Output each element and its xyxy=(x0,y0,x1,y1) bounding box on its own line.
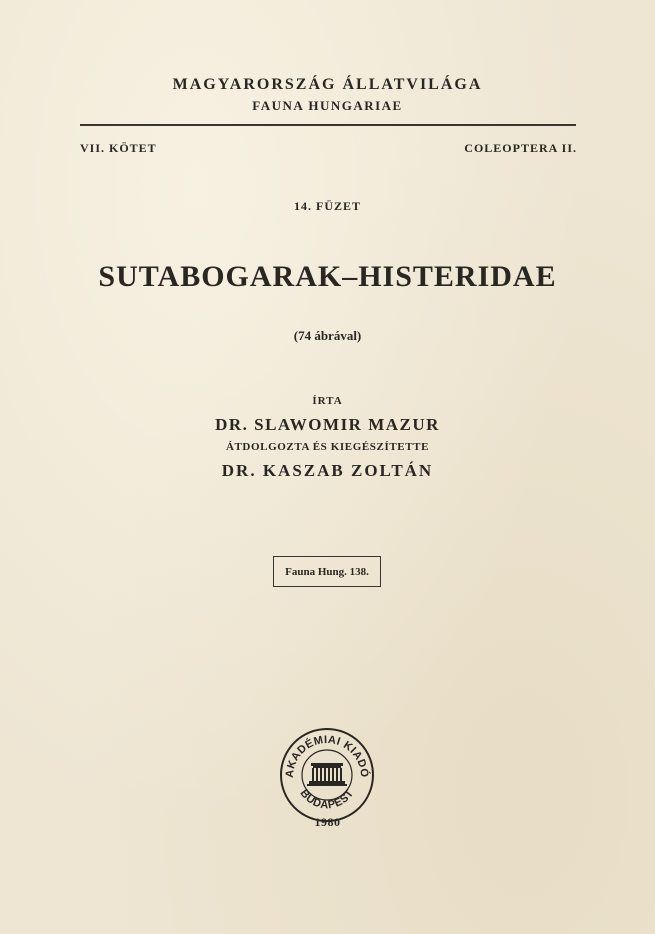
author-name: DR. SLAWOMIR MAZUR xyxy=(215,415,440,434)
series-title-hungarian: MAGYARORSZÁG ÁLLATVILÁGA xyxy=(172,76,483,93)
logo-text-bottom: BUDAPEST xyxy=(297,787,357,812)
book-title: SUTABOGARAK–HISTERIDAE xyxy=(98,260,557,293)
akademiai-kiado-emblem-icon xyxy=(277,725,377,825)
svg-text:BUDAPEST xyxy=(298,787,357,811)
figures-note: (74 ábrával) xyxy=(293,328,362,343)
header-divider xyxy=(80,124,576,126)
reference-box xyxy=(273,556,381,587)
order-label: COLEOPTERA II. xyxy=(464,141,577,155)
publication-year: 1980 xyxy=(314,815,341,829)
issue-number: 14. FÜZET xyxy=(293,199,361,213)
volume-label: VII. KÖTET xyxy=(80,141,157,155)
building-icon xyxy=(307,763,347,786)
reference-text: Fauna Hung. 138. xyxy=(285,565,369,578)
series-title-latin: FAUNA HUNGARIAE xyxy=(252,98,403,113)
revised-by-label: ÁTDOLGOZTA ÉS KIEGÉSZÍTETTE xyxy=(225,441,430,453)
logo-text-top: AKADÉMIAI KIADÓ xyxy=(283,733,371,779)
written-by-label: ÍRTA xyxy=(312,395,343,407)
reviser-name: DR. KASZAB ZOLTÁN xyxy=(221,461,434,480)
